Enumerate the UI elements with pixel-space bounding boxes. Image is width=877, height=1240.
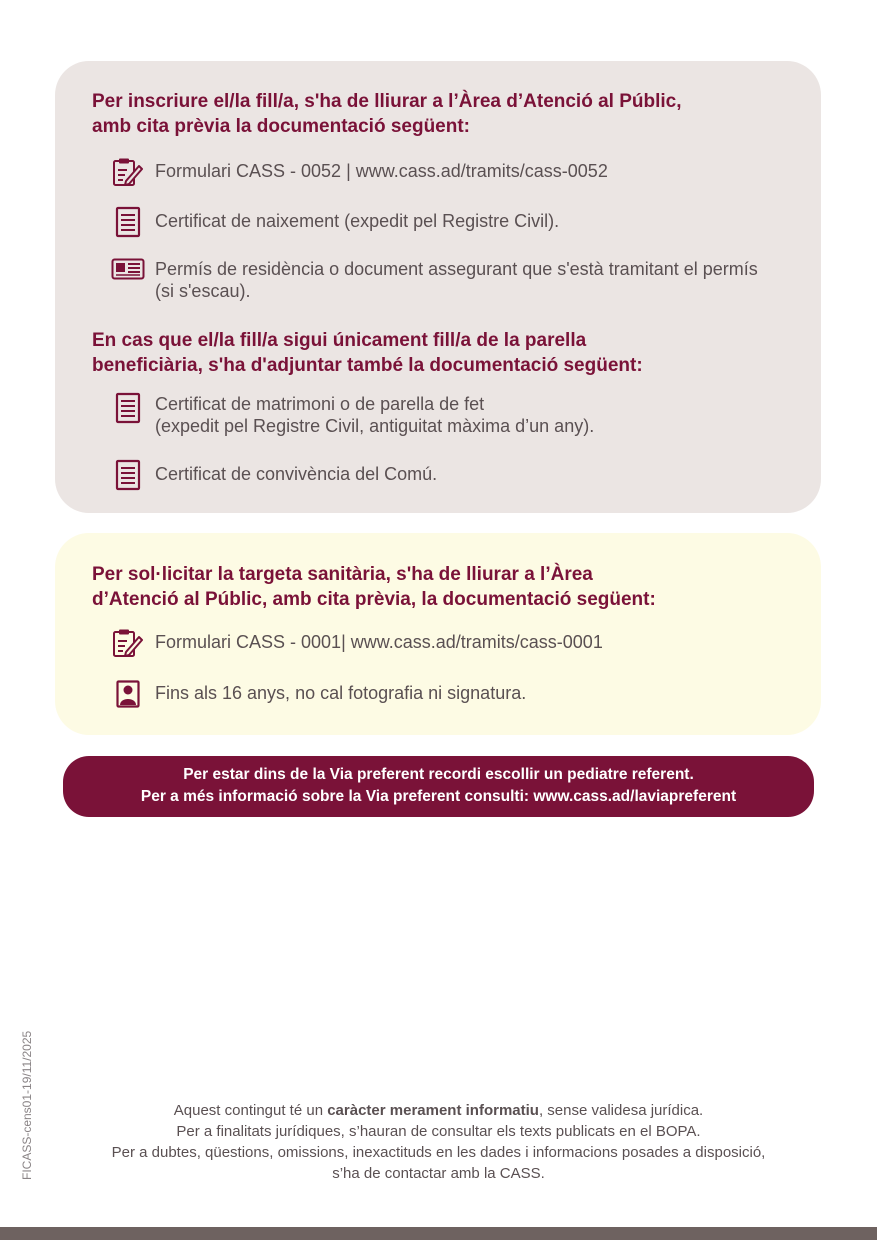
health-card-heading: Per sol·licitar la targeta sanitària, s'ha de lliurar a l’Àrea d’Atenció al Públic, amb cita prèvia, la documentació següent: — [92, 564, 656, 610]
document-icon — [111, 460, 145, 490]
list-item: Permís de residència o document assegurant que s'està tramitant el permís (si s'escau). — [111, 258, 801, 302]
person-photo-icon — [111, 679, 145, 709]
document-code: FICASS-cens01-19/11/2025 — [20, 1030, 34, 1180]
disclaimer: Aquest contingut té un caràcter merament informatiu, sense validesa jurídica. Per a finalitats jurídiques, s’hauran de consultar els texts publicats en el BOPA. Per a dubtes, qüestions, omissions, inexactituds en les dades i informacions posades a disposició, s’ha de contactar amb la CASS. — [111, 1102, 766, 1182]
preferred-path-banner: Per estar dins de la Via preferent recordi escollir un pediatre referent. Per a més informació sobre la Via preferent consulti: www.cass.ad/laviapreferent — [63, 756, 814, 817]
form-edit-icon — [111, 157, 145, 187]
registration-heading: Per inscriure el/la fill/a, s'ha de lliurar a l’Àrea d’Atenció al Públic, amb cita prèvia la documentació següent: — [92, 91, 682, 137]
list-item: Certificat de convivència del Comú. — [111, 460, 801, 490]
bottom-bar — [0, 1227, 877, 1240]
conditional-heading: En cas que el/la fill/a sigui únicament fill/a de la parella beneficiària, s'ha d'adjuntar també la documentació següent: — [92, 330, 643, 376]
form-edit-icon — [111, 628, 145, 658]
document-icon — [111, 207, 145, 237]
health-card-documents-box — [55, 533, 821, 735]
registration-documents-box — [55, 61, 821, 513]
id-card-icon — [111, 258, 145, 280]
list-item: Certificat de naixement (expedit pel Registre Civil). — [111, 207, 801, 237]
list-item: Fins als 16 anys, no cal fotografia ni signatura. — [111, 679, 801, 709]
list-item: Formulari CASS - 0052 | www.cass.ad/tramits/cass-0052 — [111, 157, 801, 187]
document-icon — [111, 393, 145, 423]
list-item: Formulari CASS - 0001| www.cass.ad/tramits/cass-0001 — [111, 628, 801, 658]
list-item: Certificat de matrimoni o de parella de fet (expedit pel Registre Civil, antiguitat màxima d’un any). — [111, 393, 801, 437]
